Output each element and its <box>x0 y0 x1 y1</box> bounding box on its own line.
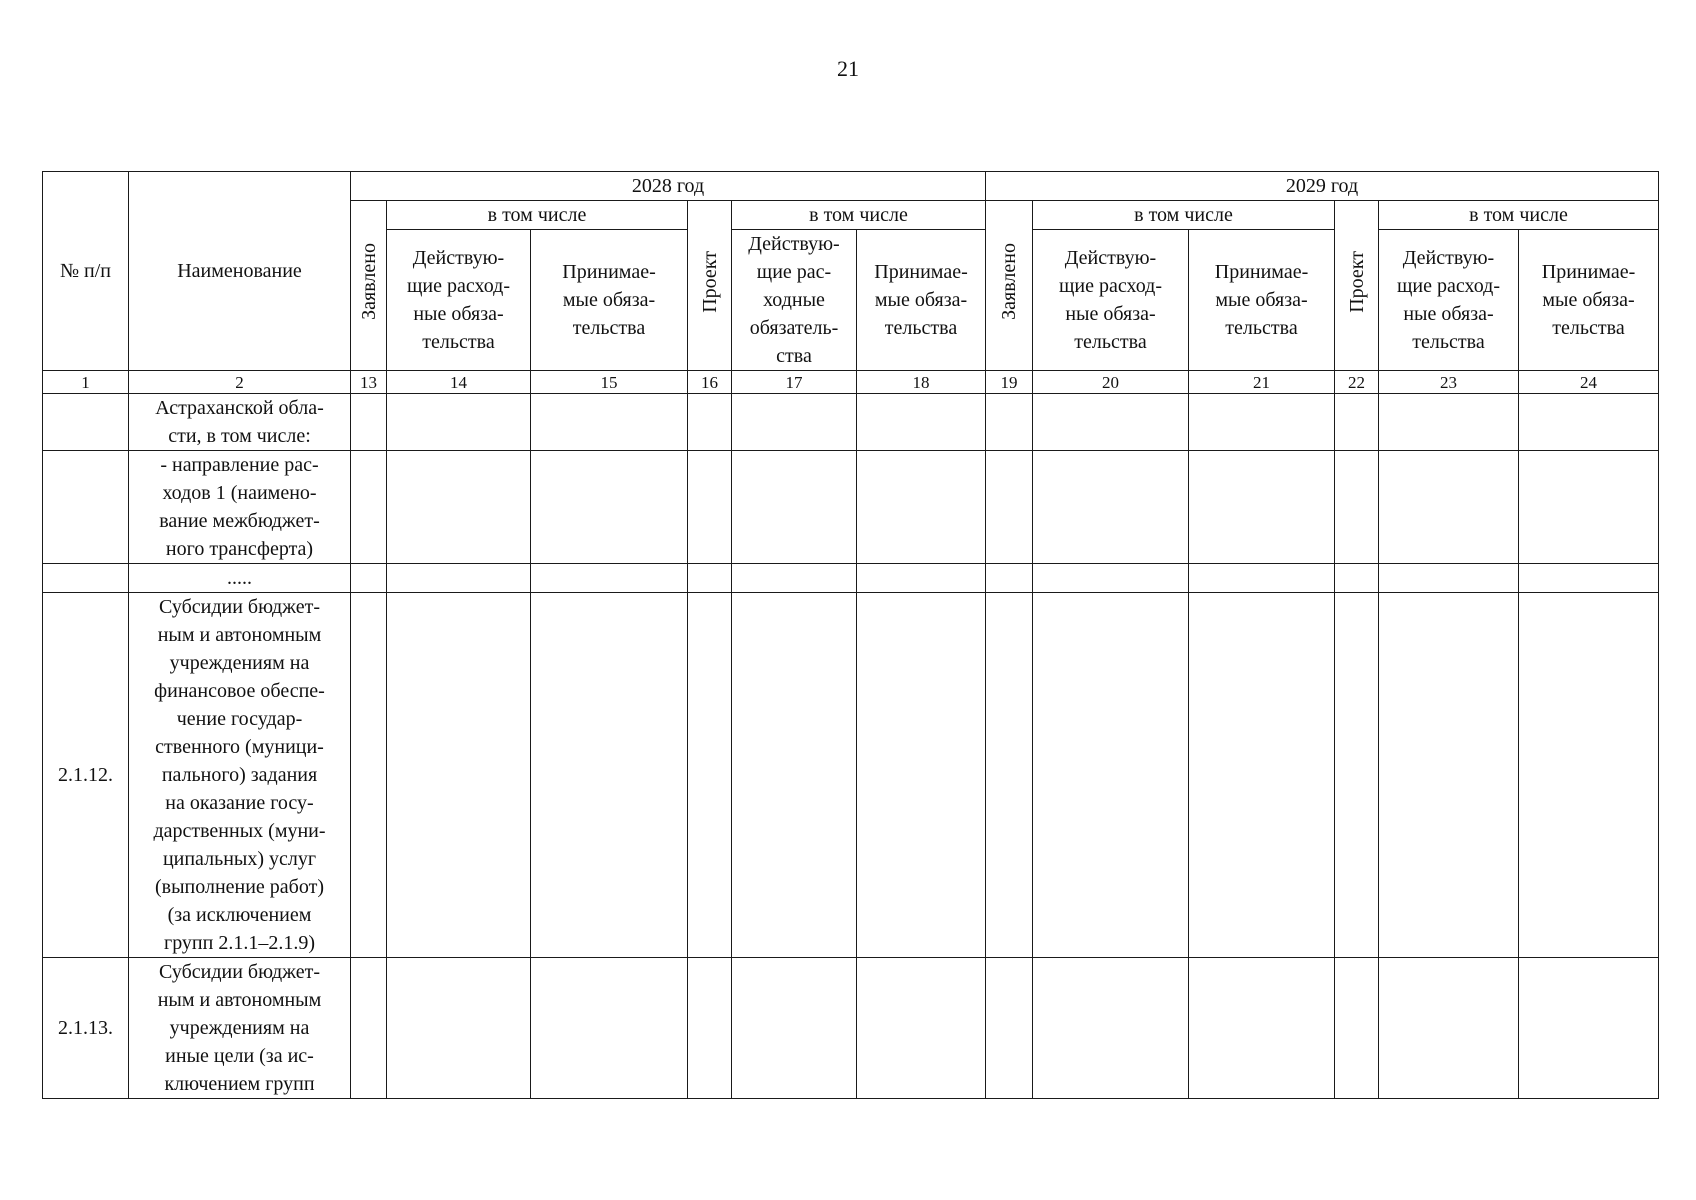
declared-label: Заявлено <box>998 243 1020 320</box>
col-number: 23 <box>1379 371 1519 394</box>
col-number: 1 <box>43 371 129 394</box>
row-name <box>129 394 351 451</box>
row-name <box>129 958 351 1099</box>
header-current-obligations: Действую- щие расход- ные обяза- тельства <box>387 230 531 371</box>
table-row <box>43 394 1659 451</box>
row-name-text: - направление рас- ходов 1 (наимено- вание межбюджет- ного трансферта) <box>159 454 320 560</box>
row-number <box>43 394 129 451</box>
row-name-text: ..... <box>227 567 252 589</box>
header-including-2029a: в том числе <box>1033 201 1335 230</box>
row-number <box>43 451 129 564</box>
project-label: Проект <box>1345 250 1368 313</box>
header-current-obligations: Действую- щие расход- ные обяза- тельства <box>1379 230 1519 371</box>
col-number: 19 <box>986 371 1033 394</box>
header-accepted-obligations: Принимае- мые обяза- тельства <box>857 230 986 371</box>
header-accepted-obligations: Принимае- мые обяза- тельства <box>1189 230 1335 371</box>
row-name-text: Астраханской обла- сти, в том числе: <box>155 397 324 447</box>
table-row <box>43 593 1659 958</box>
header-including-2028b: в том числе <box>732 201 986 230</box>
header-declared-2028 <box>351 201 387 371</box>
declared-label: Заявлено <box>357 243 380 320</box>
col-number: 2 <box>129 371 351 394</box>
col-number: 16 <box>688 371 732 394</box>
header-accepted-obligations: Принимае- мые обяза- тельства <box>1519 230 1659 371</box>
row-number <box>43 564 129 593</box>
header-including-2029b: в том числе <box>1379 201 1659 230</box>
header-current-obligations: Действую- щие рас- ходные обязатель- ства <box>732 230 857 371</box>
col-number: 20 <box>1033 371 1189 394</box>
col-number: 18 <box>857 371 986 394</box>
header-year-2028: 2028 год <box>351 172 986 201</box>
col-number: 21 <box>1189 371 1335 394</box>
project-label: Проект <box>698 250 721 313</box>
row-name-text: Субсидии бюджет- ным и автономным учреждениям на финансовое обеспе- чение государ- ственного (муници- пального) задания на оказание госу- дарственных (муни- ципальных) услуг (выполнение работ) (за исключением групп 2.1.1–2.1.9) <box>153 596 326 954</box>
col-number: 24 <box>1519 371 1659 394</box>
table-row <box>43 451 1659 564</box>
col-number: 13 <box>351 371 387 394</box>
row-number: 2.1.12. <box>43 593 129 958</box>
col-number: 14 <box>387 371 531 394</box>
header-including-2028a: в том числе <box>387 201 688 230</box>
row-number: 2.1.13. <box>43 958 129 1099</box>
row-name <box>129 451 351 564</box>
header-year-2029: 2029 год <box>986 172 1659 201</box>
col-number: 15 <box>531 371 688 394</box>
table-row <box>43 564 1659 593</box>
budget-table <box>42 171 1659 1099</box>
header-project-2028 <box>688 201 732 371</box>
header-row-years <box>43 172 1659 201</box>
header-name: Наименование <box>129 172 351 371</box>
header-accepted-obligations: Принимае- мые обяза- тельства <box>531 230 688 371</box>
header-declared-2029 <box>986 201 1033 371</box>
page-number: 21 <box>837 56 859 81</box>
header-no: № п/п <box>43 172 129 371</box>
col-number: 22 <box>1335 371 1379 394</box>
header-current-obligations: Действую- щие расход- ные обяза- тельства <box>1033 230 1189 371</box>
header-project-2029 <box>1335 201 1379 371</box>
table-row <box>43 958 1659 1099</box>
column-number-row <box>43 371 1659 394</box>
row-name <box>129 564 351 593</box>
row-name-text: Субсидии бюджет- ным и автономным учреждениям на иные цели (за ис- ключением групп <box>157 961 322 1095</box>
col-number: 17 <box>732 371 857 394</box>
row-name <box>129 593 351 958</box>
